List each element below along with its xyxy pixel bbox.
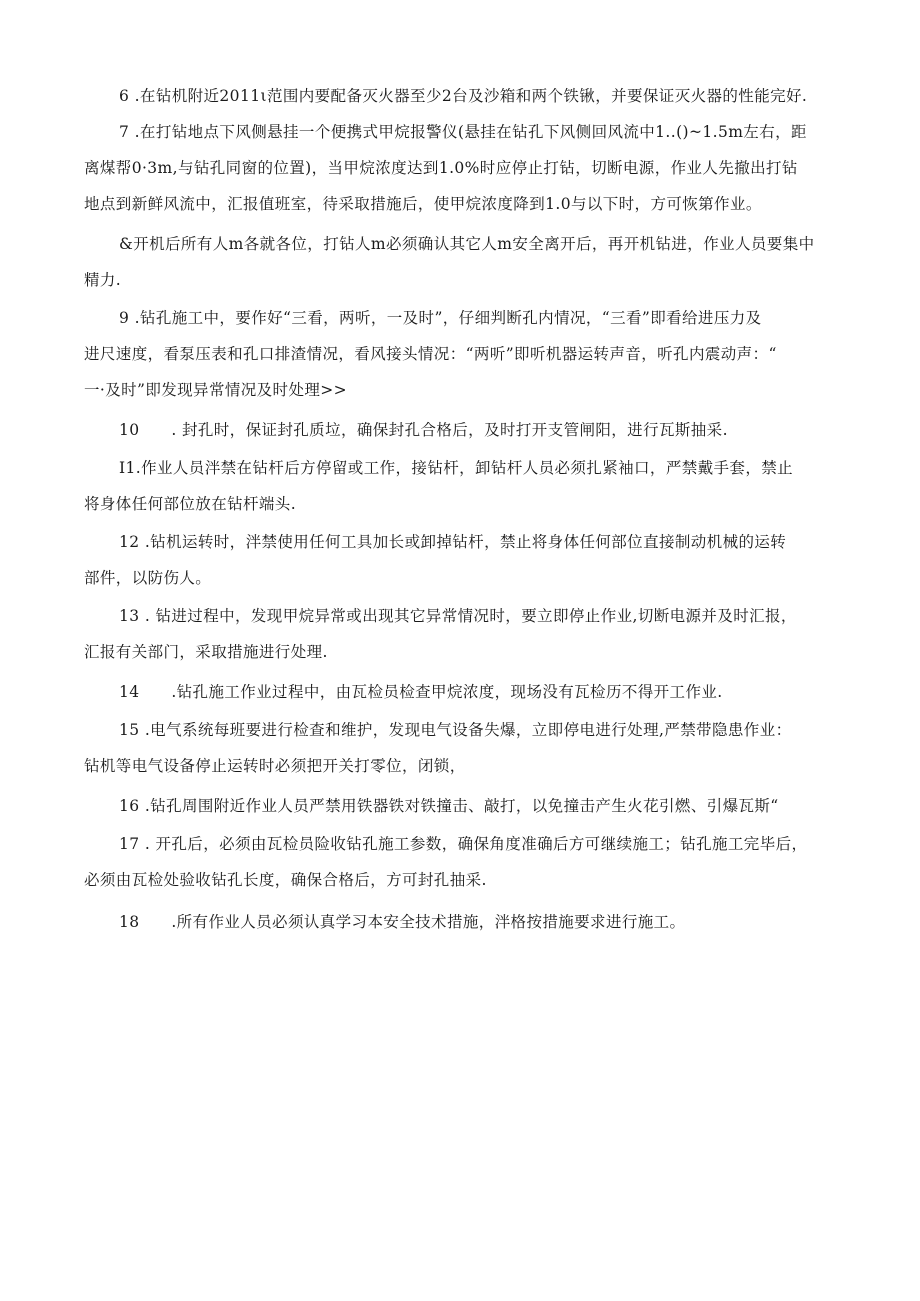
paragraph-8 bbox=[84, 226, 844, 298]
paragraph-line: 进尺速度，看泵压表和孔口排渣情况，看风接头情况：“两听”即听机器运转声音，听孔内震动声：“ bbox=[84, 345, 777, 363]
paragraph-line: I1.作业人员泮禁在钻杆后方停留或工作，接钻杆，卸钻杆人员必须扎紧袖口，严禁戴手套，禁止 bbox=[119, 459, 794, 477]
paragraph-line: 7 .在打钻地点下风侧悬挂一个便携式甲烷报警仪(悬挂在钻孔下风侧回风流中1..()~1.5m左右，距 bbox=[119, 123, 807, 141]
paragraph-line: 16 .钻孔周围附近作业人员严禁用铁器铁对铁撞击、敲打，以免撞击产生火花引燃、引爆瓦斯“ bbox=[119, 797, 779, 815]
paragraph-9 bbox=[84, 300, 844, 408]
paragraph-line: 一·及时”即发现异常情况及时处理>> bbox=[84, 381, 348, 399]
paragraph-line: 钻机等电气设备停止运转时必须把开关打零位，闭锁， bbox=[84, 757, 466, 775]
paragraph-14 bbox=[84, 674, 844, 710]
paragraph-17 bbox=[84, 826, 844, 898]
paragraph-line: 精力. bbox=[84, 271, 122, 289]
paragraph-18 bbox=[84, 904, 844, 940]
paragraph-11 bbox=[84, 450, 844, 522]
paragraph-7 bbox=[84, 114, 844, 222]
paragraph-16 bbox=[84, 788, 844, 824]
paragraph-line: 6 .在钻机附近2011ι范围内要配备灭火器至少2台及沙箱和两个铁锹，并要保证灭火器的性能完好. bbox=[119, 87, 808, 105]
paragraph-line: 18 .所有作业人员必须认真学习本安全技术措施，泮格按措施要求进行施工。 bbox=[119, 913, 686, 931]
paragraph-line: &开机后所有人m各就各位，打钻人m必须确认其它人m安全离开后，再开机钻进，作业人员要集中 bbox=[119, 235, 815, 253]
paragraph-12 bbox=[84, 524, 844, 596]
paragraph-line: 汇报有关部门，采取措施进行处理. bbox=[84, 643, 328, 661]
paragraph-line: 将身体任何部位放在钻杆端头. bbox=[84, 495, 297, 513]
paragraph-line: 17 . 开孔后，必须由瓦检员险收钻孔施工参数，确保角度准确后方可继续施工；钻孔施工完毕后， bbox=[119, 835, 808, 853]
paragraph-6 bbox=[84, 78, 844, 114]
paragraph-line: 部件，以防伤人。 bbox=[84, 569, 212, 587]
paragraph-line: 12 .钻机运转时，泮禁使用任何工具加长或卸掉钻杆，禁止将身体任何部位直接制动机械的运转 bbox=[119, 533, 787, 551]
paragraph-line: 地点到新鲜风流中，汇报值班室，待采取措施后，使甲烷浓度降到1.0与以下时，方可恢第作业。 bbox=[84, 195, 762, 213]
paragraph-line: 10 . 封孔时，保证封孔质垃，确保封孔合格后，及时打开支管闸阳，进行瓦斯抽采. bbox=[119, 421, 728, 439]
paragraph-line: 14 .钻孔施工作业过程中，由瓦检员检查甲烷浓度，现场没有瓦检历不得开工作业. bbox=[119, 683, 723, 701]
paragraph-line: 离煤帮0·3m,与钻孔同窗的位置)，当甲烷浓度达到1.0%时应停止打钻，切断电源，作业人先撤出打钻 bbox=[84, 159, 798, 177]
paragraph-13 bbox=[84, 598, 844, 670]
paragraph-line: 9 .钻孔施工中，要作好“三看，两听，一及时”，仔细判断孔内情况，“三看”即看给进压力及 bbox=[119, 309, 762, 327]
paragraph-15 bbox=[84, 712, 844, 784]
paragraph-line: 13 . 钻进过程中，发现甲烷异常或出现其它异常情况时，要立即停止作业,切断电源并及时汇报， bbox=[119, 607, 797, 625]
paragraph-line: 必须由瓦检处验收钻孔长度，确保合格后，方可封孔抽采. bbox=[84, 871, 487, 889]
paragraph-10 bbox=[84, 412, 844, 448]
paragraph-line: 15 .电气系统每班要进行检查和维护，发现电气设备失爆，立即停电进行处理,严禁带隐患作业： bbox=[119, 721, 792, 739]
